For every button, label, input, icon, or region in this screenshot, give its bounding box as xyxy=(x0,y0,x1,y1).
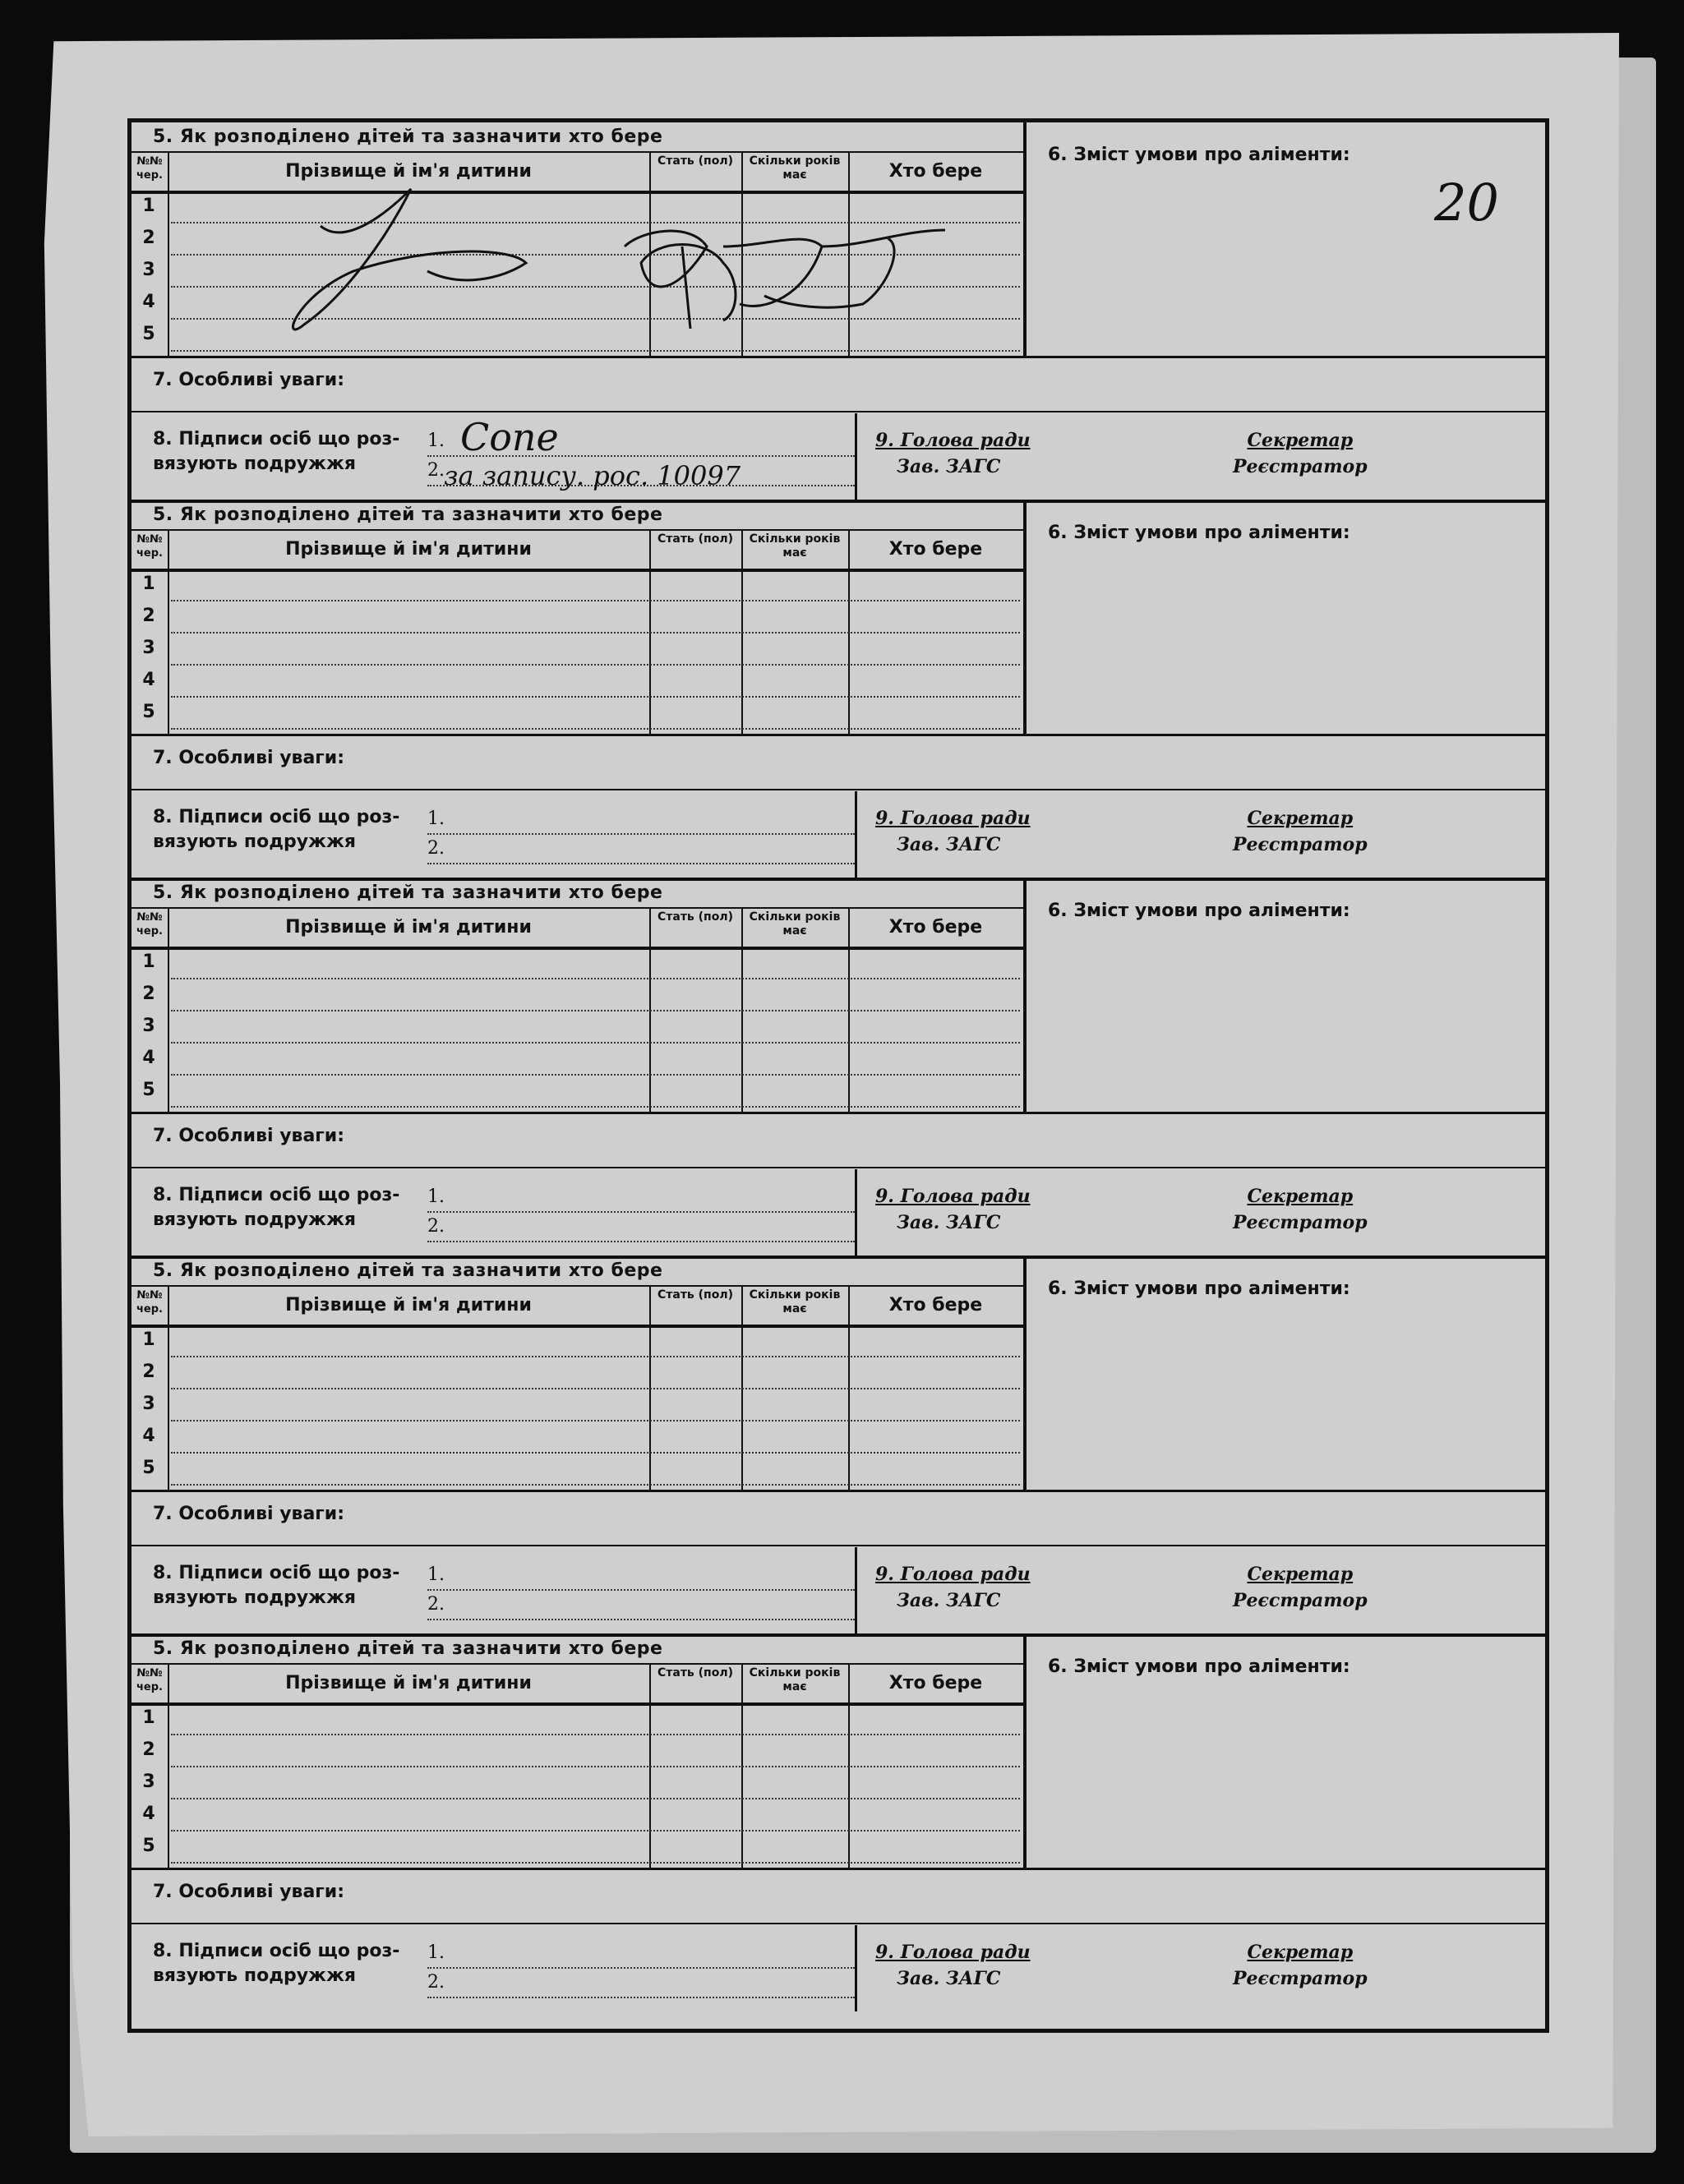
header-sex: Стать (пол) xyxy=(657,154,734,168)
signatures-label-line1: 8. Підписи осіб що роз- xyxy=(153,1941,400,1961)
row-number: 1 xyxy=(142,574,155,594)
row-number: 2 xyxy=(142,1362,155,1382)
signature-line-1: 1. xyxy=(427,1561,855,1591)
secretary-title: Секретар xyxy=(1247,430,1354,451)
remarks-label: 7. Особливі уваги: xyxy=(153,370,345,390)
row-number: 1 xyxy=(142,951,155,972)
remarks-label: 7. Особливі уваги: xyxy=(153,1126,345,1146)
row-number: 5 xyxy=(142,702,155,722)
row-number: 3 xyxy=(142,260,155,280)
header-age: Скільки років має xyxy=(749,910,841,938)
council-head-title: 9. Голова ради xyxy=(875,1942,1031,1963)
children-title: 5. Як розподілено дітей та зазначити хто бере xyxy=(153,1638,663,1659)
row-number: 3 xyxy=(142,1016,155,1036)
zags-head-title: Зав. ЗАГС xyxy=(897,1212,1001,1233)
row-number: 5 xyxy=(142,324,155,344)
row-number: 1 xyxy=(142,1707,155,1728)
registrar-title: Реєстратор xyxy=(1233,456,1368,477)
pen-scribble xyxy=(293,189,527,329)
row-number: 2 xyxy=(142,984,155,1004)
header-number: №№ чер. xyxy=(136,533,163,560)
council-head-title: 9. Голова ради xyxy=(875,1564,1031,1585)
row-number: 5 xyxy=(142,1836,155,1856)
row-number: 3 xyxy=(142,1394,155,1414)
children-title: 5. Як розподілено дітей та зазначити хто бере xyxy=(153,1260,663,1281)
children-title: 5. Як розподілено дітей та зазначити хто бере xyxy=(153,882,663,903)
handwritten-signature-2: за запису. рос. 10097 xyxy=(444,460,741,491)
header-sex: Стать (пол) xyxy=(657,532,734,546)
secretary-title: Секретар xyxy=(1247,1564,1354,1585)
row-number: 3 xyxy=(142,1772,155,1792)
row-number: 4 xyxy=(142,670,155,690)
remarks-label: 7. Особливі уваги: xyxy=(153,1882,345,1902)
alimony-label: 6. Зміст умови про аліменти: xyxy=(1048,901,1350,921)
header-who-takes: Хто бере xyxy=(888,539,983,560)
council-head-title: 9. Голова ради xyxy=(875,1186,1031,1207)
remarks-label: 7. Особливі уваги: xyxy=(153,748,345,768)
alimony-label: 6. Зміст умови про аліменти: xyxy=(1048,145,1350,165)
row-number: 2 xyxy=(142,606,155,626)
signatures-label-line2: вязують подружжя xyxy=(153,1587,356,1608)
row-number: 2 xyxy=(142,1739,155,1760)
header-age: Скільки років має xyxy=(749,154,841,182)
header-child-name: Прізвище й ім'я дитини xyxy=(285,1295,532,1315)
remarks-label: 7. Особливі уваги: xyxy=(153,1504,345,1524)
header-child-name: Прізвище й ім'я дитини xyxy=(285,539,532,560)
signature-line-2: 2. xyxy=(427,1213,855,1242)
signature-line-1: 1. xyxy=(427,805,855,835)
header-who-takes: Хто бере xyxy=(888,161,983,182)
header-who-takes: Хто бере xyxy=(888,1295,983,1315)
alimony-label: 6. Зміст умови про аліменти: xyxy=(1048,1279,1350,1299)
row-number: 4 xyxy=(142,1048,155,1068)
signatures-label-line1: 8. Підписи осіб що роз- xyxy=(153,1563,400,1583)
header-age: Скільки років має xyxy=(749,1666,841,1693)
registrar-title: Реєстратор xyxy=(1233,1968,1368,1989)
secretary-title: Секретар xyxy=(1247,1942,1354,1963)
row-number: 4 xyxy=(142,1426,155,1446)
signatures-label-line2: вязують подружжя xyxy=(153,454,356,474)
signature-line-2: 2. xyxy=(427,835,855,864)
row-number: 4 xyxy=(142,1804,155,1824)
header-sex: Стать (пол) xyxy=(657,1666,734,1679)
row-number: 3 xyxy=(142,638,155,658)
alimony-label: 6. Зміст умови про аліменти: xyxy=(1048,523,1350,543)
row-number: 5 xyxy=(142,1080,155,1100)
signature-line-1: 1. xyxy=(427,1183,855,1213)
children-title: 5. Як розподілено дітей та зазначити хто бере xyxy=(153,127,663,147)
row-number: 4 xyxy=(142,292,155,312)
signature-line-1: 1. xyxy=(427,427,855,457)
header-number: №№ чер. xyxy=(136,1667,163,1693)
pen-scribble xyxy=(625,230,945,329)
handwritten-signature-1: Cone xyxy=(460,415,559,459)
handwritten-page-number: 20 xyxy=(1434,173,1499,233)
signatures-label-line2: вязують подружжя xyxy=(153,832,356,852)
zags-head-title: Зав. ЗАГС xyxy=(897,1590,1001,1611)
signatures-label-line2: вязують подружжя xyxy=(153,1209,356,1230)
signatures-label-line1: 8. Підписи осіб що роз- xyxy=(153,429,400,449)
signatures-label-line1: 8. Підписи осіб що роз- xyxy=(153,1185,400,1205)
signature-line-2: 2. xyxy=(427,1969,855,1998)
header-sex: Стать (пол) xyxy=(657,910,734,924)
row-number: 2 xyxy=(142,228,155,248)
signatures-label-line1: 8. Підписи осіб що роз- xyxy=(153,807,400,827)
zags-head-title: Зав. ЗАГС xyxy=(897,1968,1001,1989)
secretary-title: Секретар xyxy=(1247,1186,1354,1207)
header-number: №№ чер. xyxy=(136,155,163,182)
header-sex: Стать (пол) xyxy=(657,1288,734,1302)
children-title: 5. Як розподілено дітей та зазначити хто бере xyxy=(153,505,663,525)
signatures-label-line2: вязують подружжя xyxy=(153,1965,356,1986)
header-age: Скільки років має xyxy=(749,1288,841,1315)
registrar-title: Реєстратор xyxy=(1233,834,1368,855)
row-number: 1 xyxy=(142,196,155,216)
header-who-takes: Хто бере xyxy=(888,1673,983,1693)
zags-head-title: Зав. ЗАГС xyxy=(897,834,1001,855)
signature-line-2: 2. xyxy=(427,1591,855,1620)
council-head-title: 9. Голова ради xyxy=(875,808,1031,829)
row-number: 5 xyxy=(142,1458,155,1478)
header-child-name: Прізвище й ім'я дитини xyxy=(285,161,532,182)
header-child-name: Прізвище й ім'я дитини xyxy=(285,1673,532,1693)
zags-head-title: Зав. ЗАГС xyxy=(897,456,1001,477)
signature-line-2: 2. xyxy=(427,457,855,486)
row-number: 1 xyxy=(142,1329,155,1350)
header-age: Скільки років має xyxy=(749,532,841,560)
registrar-title: Реєстратор xyxy=(1233,1590,1368,1611)
header-number: №№ чер. xyxy=(136,911,163,938)
alimony-label: 6. Зміст умови про аліменти: xyxy=(1048,1656,1350,1677)
registrar-title: Реєстратор xyxy=(1233,1212,1368,1233)
secretary-title: Секретар xyxy=(1247,808,1354,829)
signature-line-1: 1. xyxy=(427,1939,855,1969)
header-who-takes: Хто бере xyxy=(888,917,983,938)
header-number: №№ чер. xyxy=(136,1289,163,1315)
council-head-title: 9. Голова ради xyxy=(875,430,1031,451)
header-child-name: Прізвище й ім'я дитини xyxy=(285,917,532,938)
